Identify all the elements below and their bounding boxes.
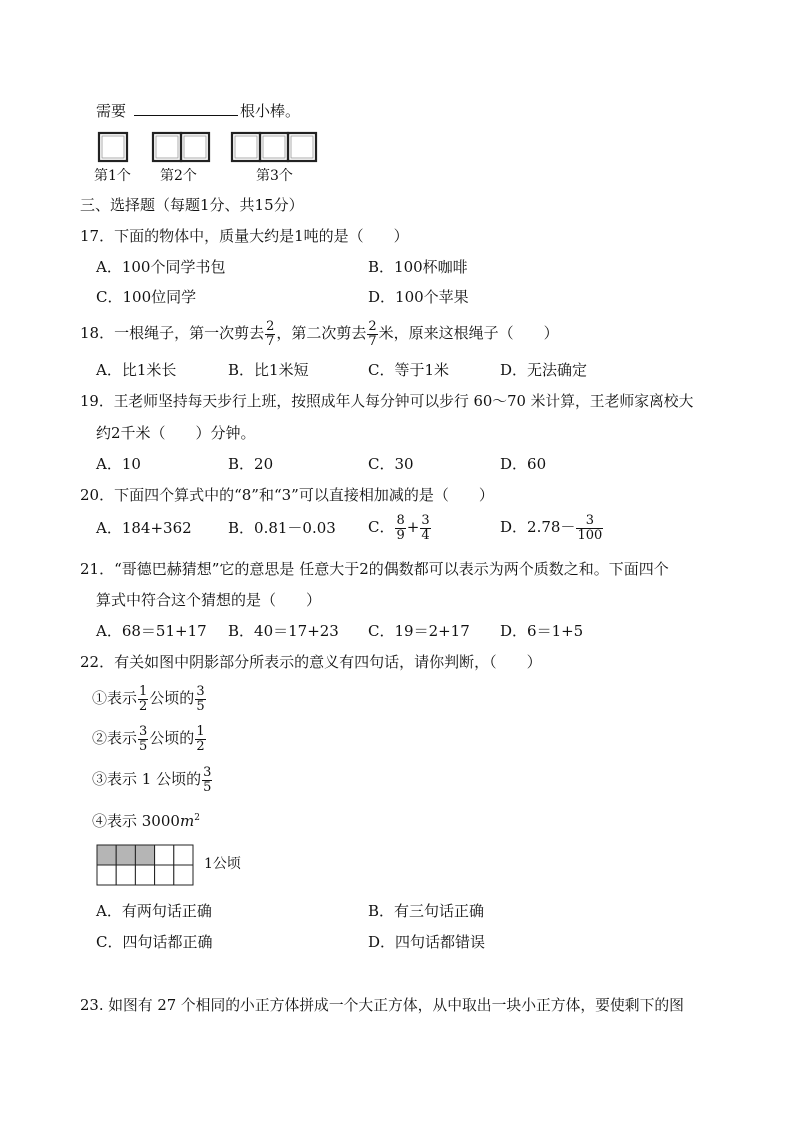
q23-stem-line1: 23. 如图有 27 个相同的小正方体拼成一个大正方体，从中取出一块小正方体，要使剩下的图 <box>80 997 684 1014</box>
answer-blank[interactable] <box>134 101 238 116</box>
q21-stem-line1: 21．“哥德巴赫猜想”它的意思是 任意大于2的偶数都可以表示为两个质数之和。下面四个 <box>80 560 669 578</box>
q21-option-b[interactable]: B．40＝17+23 <box>228 622 339 640</box>
q17-option-b[interactable]: B．100杯咖啡 <box>368 258 468 276</box>
q18-stem: 18．一根绳子，第一次剪去 $\frac{2}{7}$ ，第二次剪去 $\frac{2}{7}$ 米，原来这根绳子（ ） <box>80 318 559 349</box>
q20-option-a[interactable]: A．184+362 <box>96 519 192 537</box>
q20-option-d[interactable]: D．2.78－ $\frac{3}{100}$ <box>500 512 603 543</box>
q21-option-a[interactable]: A．68＝51+17 <box>96 622 207 640</box>
q17-option-a[interactable]: A．100个同学书包 <box>96 258 226 276</box>
q22-statement-2: ②表示 $\frac{3}{5}$ 公顷的 $\frac{1}{2}$ <box>92 723 205 754</box>
q19-stem-line1: 19．王老师坚持每天步行上班，按照成年人每分钟可以步行 60～70 米计算，王老师家离校大 <box>80 393 694 410</box>
q18-option-a[interactable]: A．比1米长 <box>96 361 177 379</box>
q22-option-a[interactable]: A．有两句话正确 <box>96 902 212 920</box>
q22-statement-1: ①表示 $\frac{1}{2}$ 公顷的 $\frac{3}{5}$ <box>92 683 205 714</box>
need-line <box>96 101 300 121</box>
q18-option-b[interactable]: B．比1米短 <box>228 361 309 379</box>
q21-option-d[interactable]: D．6＝1+5 <box>500 622 584 640</box>
q17-option-d[interactable]: D．100个苹果 <box>368 288 469 306</box>
need-suffix: 根小棒。 <box>240 102 301 120</box>
hectare-grid <box>96 844 196 886</box>
q18-fraction-2: $\frac{2}{7}$ <box>368 318 377 349</box>
q20-option-b[interactable]: B．0.81－0.03 <box>228 519 336 537</box>
q22-option-b[interactable]: B．有三句话正确 <box>368 902 485 920</box>
q20-d-fraction: $\frac{3}{100}$ <box>577 512 603 543</box>
figure-label-1: 第1个 <box>94 168 131 184</box>
q21-stem-line2: 算式中符合这个猜想的是（ ） <box>96 591 322 609</box>
grid-cell <box>135 845 154 865</box>
q20-stem: 20．下面四个算式中的“8”和“3”可以直接相加减的是（ ） <box>80 486 494 504</box>
grid-cell <box>135 865 154 885</box>
stick-squares-figure <box>96 130 326 166</box>
grid-cell <box>174 865 193 885</box>
q22-stem: 22．有关如图中阴影部分所表示的意义有四句话，请你判断，（ ） <box>80 653 542 671</box>
need-prefix: 需要 <box>96 102 127 120</box>
q20-c-fraction-1: $\frac{8}{9}$ <box>396 512 405 543</box>
q18-fraction-1: $\frac{2}{7}$ <box>266 318 275 349</box>
section-heading: 三、选择题（每题1分、共15分） <box>80 196 304 214</box>
grid-cell <box>97 865 116 885</box>
grid-cell <box>116 865 135 885</box>
grid-cell <box>174 845 193 865</box>
q19-stem-line2: 约2千米（ ）分钟。 <box>96 424 256 442</box>
q21-option-c[interactable]: C．19＝2+17 <box>368 622 470 640</box>
q19-option-b[interactable]: B．20 <box>228 455 274 473</box>
q22-statement-4: ④表示 $3000m^2$ <box>92 812 200 830</box>
q19-option-d[interactable]: D．60 <box>500 455 547 473</box>
q17-option-c[interactable]: C．100位同学 <box>96 288 197 306</box>
grid-label: 1公顷 <box>204 856 241 872</box>
q22-option-c[interactable]: C．四句话都正确 <box>96 933 213 951</box>
q20-c-fraction-2: $\frac{3}{4}$ <box>421 512 430 543</box>
grid-cell <box>155 865 174 885</box>
q22-option-d[interactable]: D．四句话都错误 <box>368 933 486 951</box>
grid-cell <box>97 845 116 865</box>
q20-option-c[interactable]: C． $\frac{8}{9}$ + $\frac{3}{4}$ <box>368 512 430 543</box>
figure-label-2: 第2个 <box>160 168 197 184</box>
q18-option-c[interactable]: C．等于1米 <box>368 361 450 379</box>
figure-label-3: 第3个 <box>256 168 293 184</box>
q19-option-c[interactable]: C．30 <box>368 455 414 473</box>
q19-option-a[interactable]: A．10 <box>96 455 141 473</box>
grid-cell <box>155 845 174 865</box>
q22-statement-3: ③表示 1 公顷的 $\frac{3}{5}$ <box>92 764 212 795</box>
grid-cell <box>116 845 135 865</box>
q18-option-d[interactable]: D．无法确定 <box>500 361 588 379</box>
q17-stem: 17．下面的物体中，质量大约是1吨的是（ ） <box>80 227 409 245</box>
